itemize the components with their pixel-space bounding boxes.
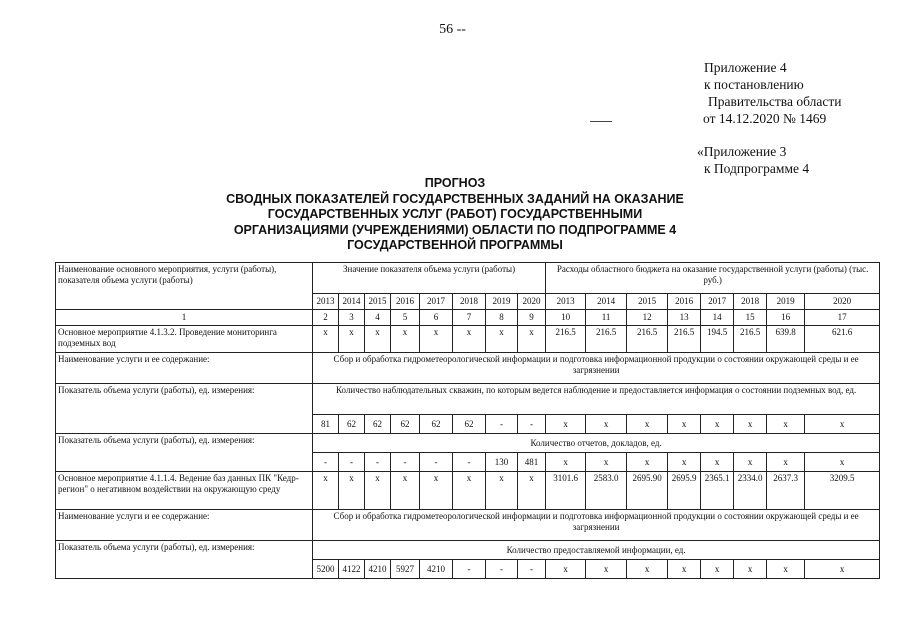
table-cell: 2018	[734, 294, 767, 310]
table-cell: 62	[420, 415, 453, 434]
table-cell: 2016	[391, 294, 420, 310]
table-cell: 2637.3	[767, 472, 805, 510]
table-cell: x	[518, 472, 546, 510]
table-cell: x	[391, 326, 420, 353]
table-cell: x	[767, 560, 805, 579]
table-cell: 2018	[453, 294, 486, 310]
table-cell: 5200	[313, 560, 339, 579]
table-cell: 2014	[339, 294, 365, 310]
appendix-government: Правительства области	[708, 94, 842, 109]
table-cell: 639.8	[767, 326, 805, 353]
table-cell: 4	[365, 310, 391, 326]
table-cell: 2019	[767, 294, 805, 310]
forecast-table	[55, 262, 880, 579]
service-label: Наименование услуги и ее содержание:	[56, 353, 313, 384]
table-cell: 2695.9	[668, 472, 701, 510]
table-cell: x	[627, 415, 668, 434]
appendix-subprogram: к Подпрограмме 4	[704, 161, 810, 176]
table-cell: 216.5	[546, 326, 586, 353]
table-cell: 15	[734, 310, 767, 326]
document-title	[140, 176, 770, 254]
table-cell: 2583.0	[586, 472, 627, 510]
table-cell: 2365.1	[701, 472, 734, 510]
table-cell: 13	[668, 310, 701, 326]
table-cell: 2695.90	[627, 472, 668, 510]
table-cell: 7	[453, 310, 486, 326]
table-cell: x	[365, 472, 391, 510]
table-cell: x	[420, 326, 453, 353]
indicator-label: Показатель объема услуги (работы), ед. измерения:	[56, 384, 313, 434]
appendix-date: от 14.12.2020 № 1469	[703, 111, 827, 126]
table-row	[56, 353, 880, 384]
table-cell: x	[701, 415, 734, 434]
table-cell: 2013	[313, 294, 339, 310]
service-content: Сбор и обработка гидрометеорологической информации и подготовка информационной продукции о состоянии окружающей среды и ее загрязнении	[313, 510, 880, 541]
indicator-label: Показатель объема услуги (работы), ед. измерения:	[56, 541, 313, 579]
table-cell: 1	[56, 310, 313, 326]
table-cell: 62	[391, 415, 420, 434]
table-cell: x	[453, 472, 486, 510]
table-cell: 481	[518, 453, 546, 472]
indicator-content: Количество отчетов, докладов, ед.	[313, 434, 880, 453]
table-cell: 2020	[805, 294, 880, 310]
table-cell: -	[486, 560, 518, 579]
table-row	[56, 326, 880, 353]
table-cell: x	[586, 560, 627, 579]
table-row	[56, 434, 880, 453]
table-cell: 6	[420, 310, 453, 326]
table-cell: 2017	[420, 294, 453, 310]
table-cell: 11	[586, 310, 627, 326]
table-cell: 216.5	[586, 326, 627, 353]
table-row	[56, 541, 880, 560]
table-cell: -	[391, 453, 420, 472]
table-cell: -	[420, 453, 453, 472]
table-cell: 10	[546, 310, 586, 326]
table-cell: 216.5	[734, 326, 767, 353]
table-cell: 2	[313, 310, 339, 326]
indicator-content: Количество предоставляемой информации, ед.	[313, 541, 880, 560]
table-cell: -	[453, 560, 486, 579]
table-cell: x	[313, 472, 339, 510]
table-row	[56, 472, 880, 510]
table-cell: 2014	[586, 294, 627, 310]
table-cell: x	[668, 453, 701, 472]
table-cell: 2015	[627, 294, 668, 310]
activity-name: Основное мероприятие 4.1.1.4. Ведение баз данных ПК "Кедр-регион" о негативном воздействии на окружающую среду	[56, 472, 313, 510]
table-cell: x	[767, 415, 805, 434]
table-cell: x	[420, 472, 453, 510]
table-cell: x	[339, 472, 365, 510]
table-cell: x	[668, 560, 701, 579]
table-row	[56, 510, 880, 541]
appendix-resolution: к постановлению	[704, 77, 804, 92]
title-line-3: ГОСУДАРСТВЕННЫХ УСЛУГ (РАБОТ) ГОСУДАРСТВЕННЫМИ	[267, 207, 643, 221]
table-cell: x	[365, 326, 391, 353]
table-cell: x	[734, 560, 767, 579]
table-cell: 194.5	[701, 326, 734, 353]
table-cell: x	[486, 472, 518, 510]
table-cell: -	[365, 453, 391, 472]
indicator-content: Количество наблюдательных скважин, по которым ведется наблюдение и предоставляется информация о состоянии подземных вод, ед.	[313, 384, 880, 415]
table-cell: x	[701, 560, 734, 579]
table-cell: 4210	[420, 560, 453, 579]
column-number-row	[56, 310, 880, 326]
table-cell: -	[518, 560, 546, 579]
table-cell: -	[518, 415, 546, 434]
title-line-5: ГОСУДАРСТВЕННОЙ ПРОГРАММЫ	[347, 238, 563, 252]
header-value: Значение показателя объема услуги (работы)	[313, 263, 546, 294]
table-cell: 62	[365, 415, 391, 434]
header-expense: Расходы областного бюджета на оказание государственной услуги (работы) (тыс. руб.)	[546, 263, 880, 294]
header-row	[56, 263, 880, 294]
table-cell: 4122	[339, 560, 365, 579]
table-cell: 9	[518, 310, 546, 326]
table-cell: 4210	[365, 560, 391, 579]
table-cell: x	[767, 453, 805, 472]
table-cell: 3101.6	[546, 472, 586, 510]
table-cell: x	[391, 472, 420, 510]
table-cell: 12	[627, 310, 668, 326]
table-cell: 16	[767, 310, 805, 326]
table-cell: 5927	[391, 560, 420, 579]
table-cell: 216.5	[627, 326, 668, 353]
table-cell: 2017	[701, 294, 734, 310]
table-cell: x	[453, 326, 486, 353]
table-cell: x	[486, 326, 518, 353]
table-cell: 5	[391, 310, 420, 326]
table-cell: x	[339, 326, 365, 353]
page-number: 56 --	[439, 22, 466, 37]
table-cell: 2019	[486, 294, 518, 310]
table-cell: 216.5	[668, 326, 701, 353]
table-cell: 2016	[668, 294, 701, 310]
table-cell: x	[586, 415, 627, 434]
header-name: Наименование основного мероприятия, услуги (работы), показателя объема услуги (работы)	[56, 263, 313, 310]
table-cell: 2015	[365, 294, 391, 310]
table-cell: x	[805, 415, 880, 434]
table-cell: x	[546, 560, 586, 579]
table-cell: 621.6	[805, 326, 880, 353]
table-cell: x	[627, 453, 668, 472]
appendix-title: Приложение 4	[704, 60, 787, 75]
table-cell: 14	[701, 310, 734, 326]
table-cell: x	[734, 453, 767, 472]
indicator-label: Показатель объема услуги (работы), ед. измерения:	[56, 434, 313, 472]
table-cell: -	[313, 453, 339, 472]
signature-dash	[590, 121, 612, 122]
table-cell: 2020	[518, 294, 546, 310]
appendix-ref: «Приложение 3	[697, 144, 787, 159]
table-row	[56, 384, 880, 415]
table-cell: x	[805, 453, 880, 472]
title-line-4: ОРГАНИЗАЦИЯМИ (УЧРЕЖДЕНИЯМИ) ОБЛАСТИ ПО ПОДПРОГРАММЕ 4	[233, 222, 677, 237]
table-cell: 2334.0	[734, 472, 767, 510]
table-cell: x	[701, 453, 734, 472]
table-cell: 3209.5	[805, 472, 880, 510]
table-cell: x	[734, 415, 767, 434]
service-content: Сбор и обработка гидрометеорологической информации и подготовка информационной продукции о состоянии окружающей среды и ее загрязнении	[313, 353, 880, 384]
table-cell: 2013	[546, 294, 586, 310]
table-cell: 3	[339, 310, 365, 326]
table-cell: x	[313, 326, 339, 353]
title-line-2: СВОДНЫХ ПОКАЗАТЕЛЕЙ ГОСУДАРСТВЕННЫХ ЗАДАНИЙ НА ОКАЗАНИЕ	[226, 191, 684, 206]
table-cell: 130	[486, 453, 518, 472]
table-cell: -	[453, 453, 486, 472]
activity-name: Основное мероприятие 4.1.3.2. Проведение мониторинга подземных вод	[56, 326, 313, 353]
table-cell: 62	[453, 415, 486, 434]
table-cell: x	[586, 453, 627, 472]
table-cell: x	[668, 415, 701, 434]
service-label: Наименование услуги и ее содержание:	[56, 510, 313, 541]
table-cell: 62	[339, 415, 365, 434]
table-cell: x	[518, 326, 546, 353]
table-cell: 17	[805, 310, 880, 326]
title-line-1: ПРОГНОЗ	[424, 176, 486, 190]
table-cell: x	[627, 560, 668, 579]
table-cell: -	[486, 415, 518, 434]
table-cell: x	[805, 560, 880, 579]
table-cell: 8	[486, 310, 518, 326]
table-cell: x	[546, 415, 586, 434]
table-cell: -	[339, 453, 365, 472]
table-cell: x	[546, 453, 586, 472]
table-cell: 81	[313, 415, 339, 434]
